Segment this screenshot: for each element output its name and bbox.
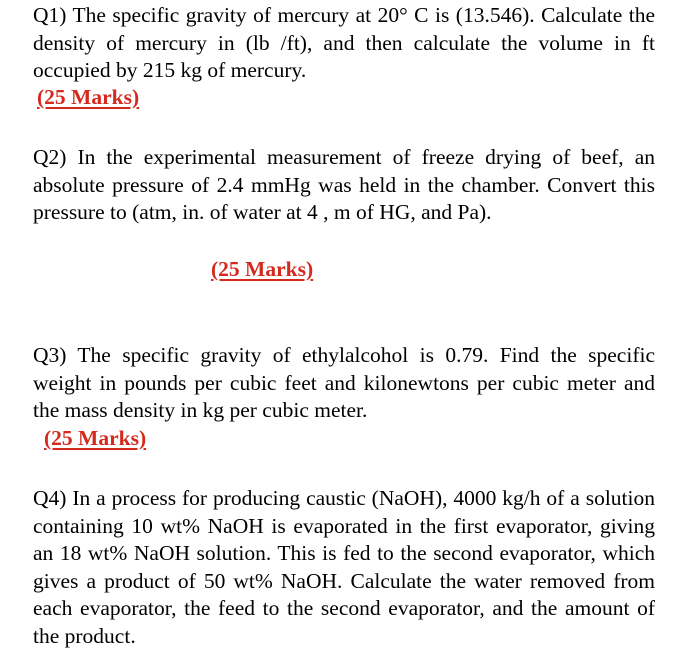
question-3-text: Q3) The specific gravity of ethylalcohol is 0.79. Find the specific weight in pounds per cubic feet and kilonewtons per cubic meter and the mass density in kg per cubic meter. [33, 343, 655, 423]
question-2-marks: (25 Marks) [211, 257, 314, 281]
question-3-marks: (25 Marks) [44, 426, 147, 450]
question-4-text: Q4) In a process for producing caustic (NaOH), 4000 kg/h of a solution containing 10 wt% NaOH is evaporated in the first evaporator, giving an 18 wt% NaOH solution. This is fed to the second evaporator, which gives a product of 50 wt% NaOH. Calculate the water removed from each evaporator, the feed to the second evaporator, and the amount of the product. [33, 486, 655, 648]
question-1-marks: (25 Marks) [37, 85, 140, 109]
question-2-text: Q2) In the experimental measurement of freeze drying of beef, an absolute pressure of 2.4 mmHg was held in the chamber. Convert this pressure to (atm, in. of water at 4 , m of HG, and Pa). [33, 145, 655, 225]
question-1-text: Q1) The specific gravity of mercury at 20° C is (13.546). Calculate the density of mercury in (lb /ft), and then calculate the volume in ft occupied by 215 kg of mercury. [33, 3, 655, 83]
